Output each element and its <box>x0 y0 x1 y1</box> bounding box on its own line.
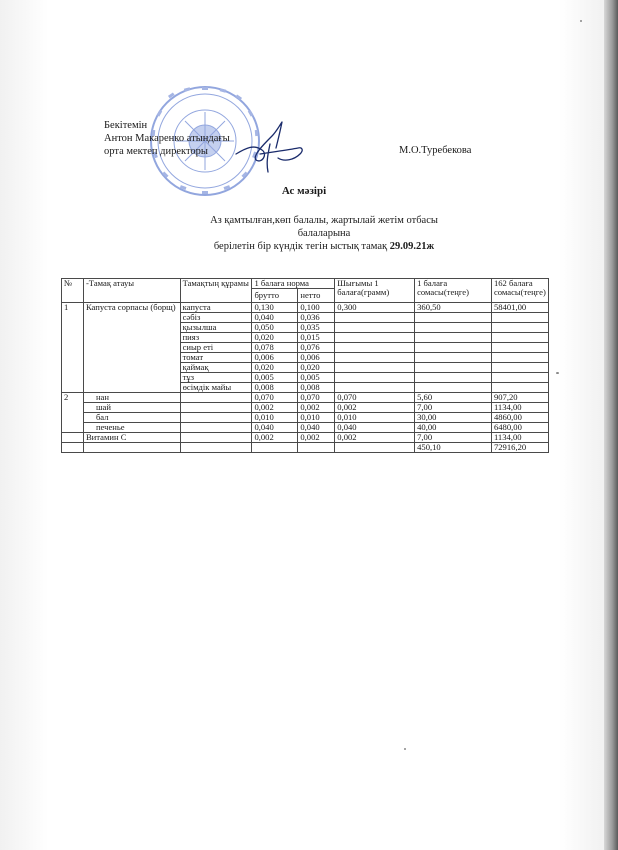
cost-162 <box>491 383 548 393</box>
netto: 0,100 <box>298 303 335 313</box>
menu-table <box>61 278 549 453</box>
subtitle <box>184 214 464 253</box>
composition <box>180 433 252 443</box>
composition <box>180 393 252 403</box>
brutto: 0,006 <box>252 353 298 363</box>
output: 0,002 <box>335 433 415 443</box>
cost-162 <box>491 363 548 373</box>
cost-162 <box>491 343 548 353</box>
output: 0,040 <box>335 423 415 433</box>
ingredient: тұз <box>180 373 252 383</box>
scan-speck <box>404 748 406 750</box>
ingredient: қызылша <box>180 323 252 333</box>
cost-162 <box>491 323 548 333</box>
ingredient: сәбіз <box>180 313 252 323</box>
menu-date: 29.09.21ж <box>389 241 435 252</box>
netto: 0,005 <box>298 373 335 383</box>
header-cost162: 162 балаға сомасы(теңге) <box>491 279 548 303</box>
header-netto: нетто <box>298 289 335 303</box>
cost-1: 360,50 <box>415 303 492 313</box>
ingredient: өсімдік майы <box>180 383 252 393</box>
brutto: 0,008 <box>252 383 298 393</box>
brutto: 0,040 <box>252 313 298 323</box>
netto: 0,035 <box>298 323 335 333</box>
group-number: 2 <box>62 393 84 433</box>
brutto: 0,050 <box>252 323 298 333</box>
item-name: бал <box>83 413 180 423</box>
netto: 0,002 <box>298 403 335 413</box>
netto: 0,015 <box>298 333 335 343</box>
cost-1: 7,00 <box>415 403 492 413</box>
header-norm: 1 балаға норма <box>252 279 335 289</box>
cost-162: 6480,00 <box>491 423 548 433</box>
school-line: Антон Макаренко атындағы <box>104 133 230 144</box>
netto: 0,006 <box>298 353 335 363</box>
director-signature <box>232 114 314 176</box>
subtitle-text: берілетін бір күндік тегін ыстық тамақ <box>213 241 388 252</box>
brutto: 0,020 <box>252 333 298 343</box>
table-row <box>62 423 549 433</box>
output <box>335 313 415 323</box>
item-name: нан <box>83 393 180 403</box>
cost-162: 907,20 <box>491 393 548 403</box>
director-name: М.О.Туребекова <box>399 145 472 156</box>
netto: 0,036 <box>298 313 335 323</box>
output: 0,300 <box>335 303 415 313</box>
output: 0,010 <box>335 413 415 423</box>
header-brutto: брутто <box>252 289 298 303</box>
brutto: 0,005 <box>252 373 298 383</box>
output <box>335 383 415 393</box>
table-row <box>62 303 549 313</box>
cost-1 <box>415 363 492 373</box>
cost-1 <box>415 333 492 343</box>
brutto: 0,070 <box>252 393 298 403</box>
total-cost-162: 72916,20 <box>491 443 548 453</box>
cost-1 <box>415 373 492 383</box>
approval-block <box>104 119 230 158</box>
table-row <box>62 413 549 423</box>
header-composition: Тамақтың құрамы <box>180 279 252 303</box>
ingredient: сиыр еті <box>180 343 252 353</box>
cost-1 <box>415 383 492 393</box>
total-row <box>62 443 549 453</box>
output: 0,070 <box>335 393 415 403</box>
cost-1: 7,00 <box>415 433 492 443</box>
scan-speck <box>556 372 559 374</box>
ingredient: пияз <box>180 333 252 343</box>
netto: 0,020 <box>298 363 335 373</box>
composition <box>180 423 252 433</box>
page-title: Ас мәзірі <box>281 185 327 197</box>
brutto: 0,020 <box>252 363 298 373</box>
scan-speck <box>580 20 582 22</box>
netto: 0,010 <box>298 413 335 423</box>
netto: 0,070 <box>298 393 335 403</box>
brutto: 0,010 <box>252 413 298 423</box>
table-row <box>62 433 549 443</box>
netto: 0,008 <box>298 383 335 393</box>
cost-162: 1134,00 <box>491 403 548 413</box>
cost-1 <box>415 343 492 353</box>
item-name: Витамин С <box>83 433 180 443</box>
brutto: 0,078 <box>252 343 298 353</box>
netto: 0,040 <box>298 423 335 433</box>
output <box>335 323 415 333</box>
empty-cell <box>62 433 84 443</box>
cost-162 <box>491 373 548 383</box>
brutto: 0,040 <box>252 423 298 433</box>
cost-1 <box>415 323 492 333</box>
item-name: шай <box>83 403 180 413</box>
header-cost1: 1 балаға сомасы(теңге) <box>415 279 492 303</box>
table-row <box>62 403 549 413</box>
subtitle-line-2 <box>184 240 464 253</box>
cost-162: 4860,00 <box>491 413 548 423</box>
composition <box>180 413 252 423</box>
item-name: печенье <box>83 423 180 433</box>
output <box>335 353 415 363</box>
subtitle-line-1: Аз қамтылған,көп балалы, жартылай жетім отбасы балаларына <box>210 215 438 239</box>
table-header-row <box>62 279 549 289</box>
cost-1 <box>415 313 492 323</box>
header-num: № <box>62 279 84 303</box>
header-dish: -Тамақ атауы <box>83 279 180 303</box>
ingredient: қаймақ <box>180 363 252 373</box>
composition <box>180 403 252 413</box>
cost-162 <box>491 353 548 363</box>
dish-number: 1 <box>62 303 84 393</box>
total-cost-1: 450,10 <box>415 443 492 453</box>
scan-edge <box>604 0 618 850</box>
netto: 0,076 <box>298 343 335 353</box>
output <box>335 363 415 373</box>
ingredient: капуста <box>180 303 252 313</box>
ingredient: томат <box>180 353 252 363</box>
approved-label: Бекітемін <box>104 120 148 131</box>
cost-162 <box>491 333 548 343</box>
brutto: 0,130 <box>252 303 298 313</box>
table-row <box>62 393 549 403</box>
cost-1: 5,60 <box>415 393 492 403</box>
netto: 0,002 <box>298 433 335 443</box>
cost-162: 58401,00 <box>491 303 548 313</box>
output <box>335 333 415 343</box>
header-output: Шығымы 1 балаға(грамм) <box>335 279 415 303</box>
cost-162: 1134,00 <box>491 433 548 443</box>
dish-name: Капуста сорпасы (борщ) <box>83 303 180 393</box>
cost-1: 30,00 <box>415 413 492 423</box>
brutto: 0,002 <box>252 433 298 443</box>
output: 0,002 <box>335 403 415 413</box>
output <box>335 343 415 353</box>
director-line: орта мектеп директоры <box>104 146 208 157</box>
cost-1 <box>415 353 492 363</box>
cost-162 <box>491 313 548 323</box>
brutto: 0,002 <box>252 403 298 413</box>
cost-1: 40,00 <box>415 423 492 433</box>
output <box>335 373 415 383</box>
